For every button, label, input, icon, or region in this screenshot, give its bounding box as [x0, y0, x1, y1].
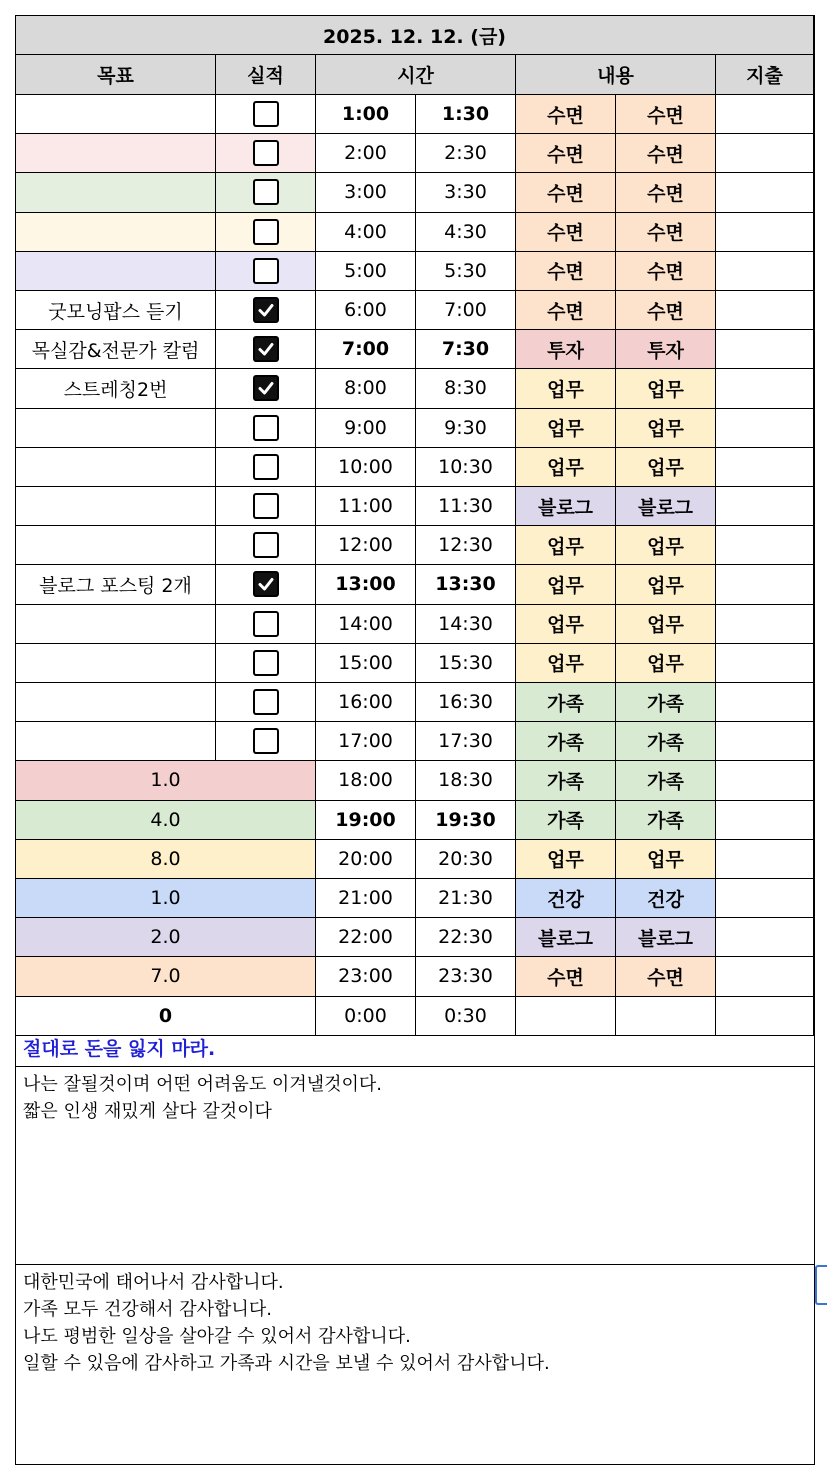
content-cell[interactable]: 블로그 — [516, 918, 616, 957]
time-end[interactable]: 13:30 — [416, 565, 516, 604]
checkbox-checked[interactable] — [253, 375, 279, 401]
done-cell — [216, 95, 316, 134]
expense-cell[interactable] — [716, 918, 814, 957]
goal-cell[interactable] — [16, 134, 216, 173]
content-cell[interactable]: 업무 — [516, 565, 616, 604]
time-end[interactable]: 7:30 — [416, 330, 516, 369]
category-total[interactable]: 4.0 — [16, 801, 316, 840]
header-time[interactable]: 시간 — [316, 55, 516, 95]
time-end[interactable]: 10:30 — [416, 448, 516, 487]
time-start[interactable]: 14:00 — [316, 605, 416, 644]
content-cell[interactable]: 수면 — [516, 95, 616, 134]
content-cell[interactable]: 투자 — [516, 330, 616, 369]
content-cell[interactable]: 가족 — [616, 761, 716, 800]
time-start[interactable]: 21:00 — [316, 879, 416, 918]
content-cell[interactable]: 업무 — [616, 565, 716, 604]
goal-cell[interactable]: 굿모닝팝스 듣기 — [16, 291, 216, 330]
time-end[interactable]: 23:30 — [416, 957, 516, 996]
goal-cell[interactable] — [16, 409, 216, 448]
content-cell[interactable]: 수면 — [616, 134, 716, 173]
content-cell[interactable]: 업무 — [516, 605, 616, 644]
time-end[interactable]: 4:30 — [416, 213, 516, 252]
time-start[interactable]: 13:00 — [316, 565, 416, 604]
goal-cell[interactable] — [16, 722, 216, 761]
expense-cell[interactable] — [716, 761, 814, 800]
content-cell[interactable]: 가족 — [616, 683, 716, 722]
check-icon — [256, 339, 276, 359]
content-cell[interactable]: 업무 — [516, 448, 616, 487]
date-title[interactable]: 2025. 12. 12. (금) — [16, 16, 814, 55]
goal-cell[interactable] — [16, 526, 216, 565]
time-start[interactable]: 12:00 — [316, 526, 416, 565]
check-icon — [256, 378, 276, 398]
content-cell[interactable]: 가족 — [516, 722, 616, 761]
goal-cell[interactable] — [16, 173, 216, 212]
expense-cell[interactable] — [716, 801, 814, 840]
time-end[interactable]: 8:30 — [416, 369, 516, 408]
content-cell[interactable]: 업무 — [616, 448, 716, 487]
content-cell[interactable]: 수면 — [516, 213, 616, 252]
header-expense[interactable]: 지출 — [716, 55, 814, 95]
time-end[interactable]: 19:30 — [416, 801, 516, 840]
category-total[interactable]: 7.0 — [16, 957, 316, 996]
expense-cell[interactable] — [716, 409, 814, 448]
goal-cell[interactable]: 목실감&전문가 칼럼 — [16, 330, 216, 369]
content-cell[interactable] — [616, 997, 716, 1036]
expense-cell[interactable] — [716, 526, 814, 565]
selection-handle[interactable] — [815, 1265, 827, 1305]
checkbox[interactable] — [253, 728, 279, 754]
content-cell[interactable]: 수면 — [516, 173, 616, 212]
expense-cell[interactable] — [716, 565, 814, 604]
checkbox[interactable] — [253, 219, 279, 245]
goal-cell[interactable] — [16, 95, 216, 134]
goal-cell[interactable] — [16, 487, 216, 526]
content-cell[interactable]: 가족 — [616, 801, 716, 840]
checkbox[interactable] — [253, 454, 279, 480]
time-start[interactable]: 1:00 — [316, 95, 416, 134]
checkbox-checked[interactable] — [253, 297, 279, 323]
content-cell[interactable]: 업무 — [516, 409, 616, 448]
time-end[interactable]: 17:30 — [416, 722, 516, 761]
checkbox[interactable] — [253, 650, 279, 676]
content-cell[interactable]: 업무 — [616, 409, 716, 448]
content-cell[interactable]: 블로그 — [516, 487, 616, 526]
done-cell — [216, 526, 316, 565]
content-cell[interactable]: 가족 — [616, 722, 716, 761]
time-start[interactable]: 10:00 — [316, 448, 416, 487]
content-cell[interactable]: 업무 — [516, 840, 616, 879]
expense-cell[interactable] — [716, 840, 814, 879]
category-total[interactable]: 1.0 — [16, 761, 316, 800]
checkbox-checked[interactable] — [253, 571, 279, 597]
time-start[interactable]: 15:00 — [316, 644, 416, 683]
time-start[interactable]: 23:00 — [316, 957, 416, 996]
done-cell — [216, 683, 316, 722]
time-start[interactable]: 11:00 — [316, 487, 416, 526]
checkbox[interactable] — [253, 258, 279, 284]
done-cell — [216, 252, 316, 291]
content-cell[interactable]: 가족 — [516, 683, 616, 722]
expense-cell[interactable] — [716, 291, 814, 330]
planner-sheet — [15, 15, 815, 1465]
goal-cell[interactable]: 스트레칭2번 — [16, 369, 216, 408]
expense-cell[interactable] — [716, 957, 814, 996]
done-cell — [216, 291, 316, 330]
done-cell — [216, 448, 316, 487]
motto-text[interactable]: 절대로 돈을 잃지 마라. — [16, 1032, 814, 1067]
content-cell[interactable]: 업무 — [616, 644, 716, 683]
content-cell[interactable]: 수면 — [616, 291, 716, 330]
time-start[interactable]: 9:00 — [316, 409, 416, 448]
content-cell[interactable]: 수면 — [616, 252, 716, 291]
time-end[interactable]: 3:30 — [416, 173, 516, 212]
time-start[interactable]: 7:00 — [316, 330, 416, 369]
expense-cell[interactable] — [716, 213, 814, 252]
done-cell — [216, 409, 316, 448]
time-end[interactable]: 14:30 — [416, 605, 516, 644]
done-cell — [216, 134, 316, 173]
content-cell[interactable]: 수면 — [616, 173, 716, 212]
done-cell — [216, 330, 316, 369]
checkbox[interactable] — [253, 179, 279, 205]
content-cell[interactable]: 수면 — [616, 95, 716, 134]
time-start[interactable]: 20:00 — [316, 840, 416, 879]
content-cell[interactable]: 투자 — [616, 330, 716, 369]
done-cell — [216, 213, 316, 252]
time-end[interactable]: 15:30 — [416, 644, 516, 683]
expense-cell[interactable] — [716, 879, 814, 918]
checkbox[interactable] — [253, 611, 279, 637]
done-cell — [216, 487, 316, 526]
time-start[interactable]: 16:00 — [316, 683, 416, 722]
header-content[interactable]: 내용 — [516, 55, 716, 95]
content-cell[interactable]: 블로그 — [616, 487, 716, 526]
category-total[interactable]: 1.0 — [16, 879, 316, 918]
time-start[interactable]: 18:00 — [316, 761, 416, 800]
time-start[interactable]: 3:00 — [316, 173, 416, 212]
expense-cell[interactable] — [716, 644, 814, 683]
content-cell[interactable]: 수면 — [616, 957, 716, 996]
done-cell — [216, 369, 316, 408]
done-cell — [216, 565, 316, 604]
time-start[interactable]: 0:00 — [316, 997, 416, 1036]
goal-cell[interactable] — [16, 605, 216, 644]
time-end[interactable]: 0:30 — [416, 997, 516, 1036]
content-cell[interactable]: 건강 — [516, 879, 616, 918]
content-cell[interactable]: 가족 — [516, 801, 616, 840]
time-end[interactable]: 18:30 — [416, 761, 516, 800]
done-cell — [216, 173, 316, 212]
expense-cell[interactable] — [716, 722, 814, 761]
expense-cell[interactable] — [716, 173, 814, 212]
category-total[interactable]: 8.0 — [16, 840, 316, 879]
content-cell[interactable]: 수면 — [516, 957, 616, 996]
time-start[interactable]: 19:00 — [316, 801, 416, 840]
expense-cell[interactable] — [716, 134, 814, 173]
checkbox[interactable] — [253, 689, 279, 715]
expense-cell[interactable] — [716, 95, 814, 134]
check-icon — [256, 300, 276, 320]
time-end[interactable]: 22:30 — [416, 918, 516, 957]
content-cell[interactable]: 업무 — [616, 605, 716, 644]
content-cell[interactable]: 업무 — [516, 526, 616, 565]
check-icon — [256, 574, 276, 594]
time-start[interactable]: 17:00 — [316, 722, 416, 761]
expense-cell[interactable] — [716, 997, 814, 1036]
time-start[interactable]: 4:00 — [316, 213, 416, 252]
time-end[interactable]: 1:30 — [416, 95, 516, 134]
time-end[interactable]: 20:30 — [416, 840, 516, 879]
time-start[interactable]: 2:00 — [316, 134, 416, 173]
header-goal[interactable]: 목표 — [16, 55, 216, 95]
goal-cell[interactable] — [16, 448, 216, 487]
header-done[interactable]: 실적 — [216, 55, 316, 95]
expense-cell[interactable] — [716, 683, 814, 722]
expense-cell[interactable] — [716, 605, 814, 644]
content-cell[interactable]: 업무 — [516, 369, 616, 408]
content-cell[interactable]: 업무 — [616, 840, 716, 879]
checkbox[interactable] — [253, 493, 279, 519]
time-end[interactable]: 5:30 — [416, 252, 516, 291]
goal-cell[interactable] — [16, 213, 216, 252]
done-cell — [216, 722, 316, 761]
content-cell[interactable]: 업무 — [516, 644, 616, 683]
category-total[interactable]: 0 — [16, 997, 316, 1036]
checkbox[interactable] — [253, 532, 279, 558]
goal-cell[interactable] — [16, 252, 216, 291]
goal-cell[interactable]: 블로그 포스팅 2개 — [16, 565, 216, 604]
content-cell[interactable]: 업무 — [616, 526, 716, 565]
goal-cell[interactable] — [16, 683, 216, 722]
content-cell[interactable]: 수면 — [516, 134, 616, 173]
content-cell[interactable]: 업무 — [616, 369, 716, 408]
expense-cell[interactable] — [716, 252, 814, 291]
time-end[interactable]: 16:30 — [416, 683, 516, 722]
done-cell — [216, 644, 316, 683]
expense-cell[interactable] — [716, 487, 814, 526]
time-end[interactable]: 21:30 — [416, 879, 516, 918]
time-start[interactable]: 6:00 — [316, 291, 416, 330]
time-end[interactable]: 9:30 — [416, 409, 516, 448]
content-cell[interactable]: 건강 — [616, 879, 716, 918]
category-total[interactable]: 2.0 — [16, 918, 316, 957]
affirmation-text[interactable]: 나는 잘될것이며 어떤 어려움도 이겨낼것이다. 짧은 인생 재밌게 살다 갈것이다 — [16, 1067, 814, 1265]
content-cell[interactable] — [516, 997, 616, 1036]
time-end[interactable]: 12:30 — [416, 526, 516, 565]
time-start[interactable]: 8:00 — [316, 369, 416, 408]
time-start[interactable]: 5:00 — [316, 252, 416, 291]
checkbox-checked[interactable] — [253, 336, 279, 362]
checkbox[interactable] — [253, 101, 279, 127]
expense-cell[interactable] — [716, 448, 814, 487]
gratitude-text[interactable]: 대한민국에 태어나서 감사합니다. 가족 모두 건강해서 감사합니다. 나도 평범한 일상을 살아갈 수 있어서 감사합니다. 일할 수 있음에 감사하고 가족과 시간을 보낼 수 있어서 감사합니다. — [23, 1272, 550, 1374]
content-cell[interactable]: 블로그 — [616, 918, 716, 957]
content-cell[interactable]: 가족 — [516, 761, 616, 800]
content-cell[interactable]: 수면 — [616, 213, 716, 252]
content-cell[interactable]: 수면 — [516, 291, 616, 330]
time-start[interactable]: 22:00 — [316, 918, 416, 957]
done-cell — [216, 605, 316, 644]
time-end[interactable]: 7:00 — [416, 291, 516, 330]
expense-cell[interactable] — [716, 369, 814, 408]
checkbox[interactable] — [253, 415, 279, 441]
content-cell[interactable]: 수면 — [516, 252, 616, 291]
checkbox[interactable] — [253, 140, 279, 166]
expense-cell[interactable] — [716, 330, 814, 369]
goal-cell[interactable] — [16, 644, 216, 683]
time-end[interactable]: 2:30 — [416, 134, 516, 173]
time-end[interactable]: 11:30 — [416, 487, 516, 526]
